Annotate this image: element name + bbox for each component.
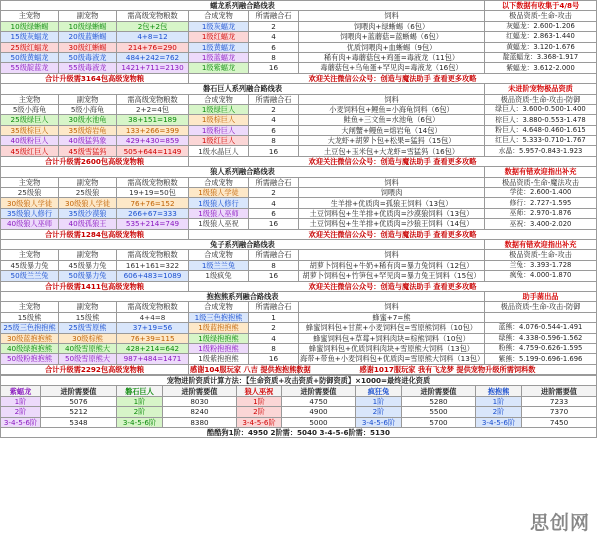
- wechat-note: 欢迎关注微信公众号：创造与魔法助手 查看更多攻略: [189, 73, 597, 83]
- section-footer-row: [1, 364, 597, 374]
- table-row: [1, 115, 597, 125]
- result-pet: 1级绿巨人: [189, 104, 249, 114]
- fusion-stone: 6: [249, 208, 299, 218]
- thanks-note: 感谢1017服玩家 我有飞龙梦 提供宠物升级所需饲料数: [299, 364, 597, 374]
- stage-label: 3-4-5-6阶: [1, 417, 41, 427]
- stage-value: 5700: [402, 417, 476, 427]
- result-pet: 1级红蝠龙: [189, 32, 249, 42]
- section-note: 未进阶宠物极品资质: [485, 84, 597, 94]
- result-pet: 1级水晶巨人: [189, 146, 249, 156]
- result-pet: 1级疯兔: [189, 271, 249, 281]
- column-header: 需高级宠物粮数: [117, 11, 189, 21]
- section-note: 数据有错欢迎指出补充: [485, 167, 597, 177]
- feed-count: 606+483=1089: [117, 271, 189, 281]
- column-header: 需高级宠物粮数: [117, 177, 189, 187]
- total-feed: 合计升级需1411包高级宠物粮: [1, 281, 189, 291]
- main-pet: 40级狼人巫师: [1, 219, 59, 229]
- column-header: 饲料: [299, 302, 485, 312]
- table-row: [1, 343, 597, 353]
- feed-count: 76+76=152: [117, 198, 189, 208]
- table-row: [1, 333, 597, 343]
- result-pet: 1级灰蝠龙: [189, 21, 249, 31]
- feed-count: 19+19=50包: [117, 188, 189, 198]
- feed-count: 266+67=333: [117, 208, 189, 218]
- result-pet: 1级棕巨人: [189, 115, 249, 125]
- table-row: [1, 146, 597, 156]
- stage-label: 3-4-5-6阶: [237, 417, 282, 427]
- feed-count: 484+242=762: [117, 52, 189, 62]
- stage-value: 8380: [163, 417, 237, 427]
- fusion-stone: 4: [249, 333, 299, 343]
- main-pet: 30级蓝抱抱熊: [1, 333, 59, 343]
- section-footer-row: [1, 281, 597, 291]
- fusion-table-body: [1, 1, 597, 375]
- sub-pet: 30级水池龟: [59, 115, 117, 125]
- stage-label: 1阶: [476, 396, 522, 406]
- section-footer-row: [1, 73, 597, 83]
- max-aptitude: 巫祝：3.400-2.020: [485, 219, 597, 229]
- max-aptitude: 粉巨人：4.648-0.460-1.615: [485, 125, 597, 135]
- table-row: [1, 198, 597, 208]
- feed-count: 161+161=322: [117, 260, 189, 270]
- column-header: 副宠物: [59, 302, 117, 312]
- sub-pet: 35级熔岩龟: [59, 125, 117, 135]
- table-row: [1, 52, 597, 62]
- feed-recipe: 饲喂肉+绿蜥蜴（6包）: [299, 21, 485, 31]
- column-header: 所需融合石: [249, 250, 299, 260]
- fusion-stone: 16: [249, 354, 299, 364]
- section-note: 数据有错欢迎指出补充: [485, 239, 597, 249]
- result-pet: 1级蓝蝠龙: [189, 52, 249, 62]
- stage-value: 8030: [163, 396, 237, 406]
- feed-recipe: 小麦饲料包+鲤鱼=小海龟饲料（6包）: [299, 104, 485, 114]
- main-pet: 15级灰蝠龙: [1, 32, 59, 42]
- feed-count: 4+4=8: [117, 312, 189, 322]
- fusion-stone: 4: [249, 32, 299, 42]
- section-note: 以下数据有收集于4/8号: [485, 1, 597, 11]
- fusion-stone: 2: [249, 104, 299, 114]
- section-title: 兔子系列融合路线表: [1, 239, 485, 249]
- max-aptitude: 修行：2.727-1.595: [485, 198, 597, 208]
- main-pet: 55级靛蓝龙: [1, 63, 59, 73]
- result-pet: 1级三色抱抱熊: [189, 312, 249, 322]
- max-aptitude: 绿熊：4.338-0.596-1.562: [485, 333, 597, 343]
- feed-recipe: 海带+带鱼+小麦饲料包+优质肉=雪原熊大饲料（13包）: [300, 354, 485, 364]
- section-title-row: [1, 1, 597, 11]
- stage-label: 2阶: [476, 407, 522, 417]
- sub-pet: 40级猛犸象: [59, 136, 117, 146]
- fusion-stone: 2: [249, 323, 299, 333]
- stage-label: 1阶: [1, 396, 41, 406]
- section-footer-row: [1, 156, 597, 166]
- column-header-row: [1, 302, 597, 312]
- result-pet: 1级紫蝠龙: [189, 63, 249, 73]
- column-header: 极品资质-生命-攻击: [485, 250, 597, 260]
- sub-pet: 30级棕熊: [59, 333, 117, 343]
- table-row: [1, 219, 597, 229]
- main-pet: 10级绿蜥蜴: [1, 21, 59, 31]
- sub-pet: 10级绿蜥蜴: [59, 21, 117, 31]
- feed-count: 505+644=1149: [117, 146, 189, 156]
- feed-count: 429+430=859: [117, 136, 189, 146]
- stage-value: 5000: [282, 417, 356, 427]
- stage-value: 5280: [402, 396, 476, 406]
- table-row: [1, 271, 597, 281]
- section-title-row: [1, 167, 597, 177]
- feed-recipe: 大闸蟹+鳗鱼=熔岩龟（14包）: [299, 125, 485, 135]
- result-pet: 1级蓝抱抱熊: [189, 323, 249, 333]
- stage-value: 7233: [522, 396, 597, 406]
- total-feed: 合计升级需2292包高级宠物粮: [1, 364, 189, 374]
- max-aptitude: 巫师：2.970-1.876: [485, 208, 597, 218]
- table-row: [1, 188, 597, 198]
- column-header: 需高级宠物粮数: [117, 250, 189, 260]
- result-pet: 1级黄蝠龙: [189, 42, 249, 52]
- table-row: [1, 104, 597, 114]
- growth-header: 狼人巫祝: [237, 386, 282, 396]
- feed-recipe: 土豆包+玉米包+大龙虾=雪猛犸（16包）: [299, 146, 485, 156]
- stage-label: 2阶: [237, 407, 282, 417]
- main-pet: 5级小海龟: [1, 104, 59, 114]
- feed-count: 214+76=290: [117, 42, 189, 52]
- sub-pet: 35级沙漠狼: [59, 208, 117, 218]
- feed-count: 133+266=399: [117, 125, 189, 135]
- column-header: 合成宠物: [189, 94, 249, 104]
- column-header: 极品资质-生命-攻击-防御: [485, 94, 597, 104]
- fusion-stone: 6: [249, 125, 299, 135]
- column-header: 主宠物: [1, 302, 59, 312]
- feed-count: 4+8=12: [117, 32, 189, 42]
- growth-title-row: [1, 376, 597, 386]
- table-row: [1, 208, 597, 218]
- sub-pet: 50级雪原熊大: [59, 354, 117, 364]
- stage-value: 5076: [41, 396, 117, 406]
- result-pet: 1级红巨人: [189, 136, 249, 146]
- feed-recipe: 土豆饲料包+生羊排+优质肉=沙漠狼饲料（13包）: [299, 208, 485, 218]
- total-feed: 合计升级需2600包高级宠物粮: [1, 156, 189, 166]
- feed-recipe: 蜂蜜+7=熊: [299, 312, 485, 322]
- main-pet: 50级兰兰兔: [1, 271, 59, 281]
- sub-pet: 40级雪原熊大: [59, 343, 117, 353]
- main-pet: 35级狼人修行: [1, 208, 59, 218]
- main-pet: 25级狼: [1, 188, 59, 198]
- table-row: [1, 323, 597, 333]
- column-header: 合成宠物: [189, 250, 249, 260]
- growth-summary: 酷酷狗1阶：4950 2阶需：5040 3-4-5-6阶需：5130: [1, 428, 597, 438]
- growth-header: 进阶需要值: [163, 386, 237, 396]
- max-aptitude: 水晶：5.957-0.843-1.923: [485, 146, 597, 156]
- feed-recipe: 大龙虾+胡萝卜包+松果=猛犸（15包）: [299, 136, 485, 146]
- column-header: 饲料: [299, 94, 485, 104]
- column-header: 需高级宠物粮数: [117, 94, 189, 104]
- column-header: 所需融合石: [249, 302, 299, 312]
- result-pet: 1级粉抱抱熊: [189, 343, 249, 353]
- wechat-note: 欢迎关注微信公众号：创造与魔法助手 查看更多攻略: [189, 229, 597, 239]
- column-header: 所需融合石: [249, 11, 299, 21]
- column-header: 主宠物: [1, 177, 59, 187]
- column-header: 极品资质-生命-魔法攻击: [485, 177, 597, 187]
- watermark: 思创网: [529, 512, 590, 534]
- fusion-stone: 2: [249, 21, 299, 31]
- feed-recipe: 蜂蜜饲料包+甘蔗+小麦饲料包=雪原熊饲料（10包）: [299, 323, 485, 333]
- feed-count: 428+214=642: [117, 343, 189, 353]
- growth-header: 进阶需要值: [282, 386, 356, 396]
- stage-label: 2阶: [1, 407, 41, 417]
- fusion-stone: 6: [249, 42, 299, 52]
- wechat-note: 欢迎关注微信公众号：创造与魔法助手 查看更多攻略: [189, 281, 597, 291]
- table-row: [1, 21, 597, 31]
- table-row: [1, 136, 597, 146]
- max-aptitude: 粉熊：4.759-0.626-1.595: [485, 343, 597, 353]
- feed-recipe: 饲喂肉+蓝蘑菇=蓝蜥蜴（6包）: [299, 32, 485, 42]
- growth-header: 磐石巨人: [117, 386, 163, 396]
- table-row: [1, 260, 597, 270]
- stage-label: 3-4-5-6阶: [476, 417, 522, 427]
- max-aptitude: 蓝熊：4.076-0.544-1.491: [485, 323, 597, 333]
- main-pet: 45级红巨人: [1, 146, 59, 156]
- main-pet: 25级三色抱抱熊: [1, 323, 59, 333]
- column-header-row: [1, 250, 597, 260]
- section-title-row: [1, 291, 597, 301]
- feed-recipe: 稀有肉+毒蘑菇包+鸡蛋=毒液龙（11包）: [299, 52, 485, 62]
- sub-pet: 30级红蜥蜴: [59, 42, 117, 52]
- wechat-note: 欢迎关注微信公众号：创造与魔法助手 查看更多攻略: [189, 156, 597, 166]
- fusion-stone: 16: [249, 146, 299, 156]
- max-aptitude: 绿巨人：3.600-0.500-1.400: [485, 104, 597, 114]
- column-header: 合成宠物: [189, 177, 249, 187]
- feed-recipe: 鲑鱼+三文鱼=水池龟（6包）: [299, 115, 485, 125]
- sub-pet: 30级狼人学徒: [59, 198, 117, 208]
- stage-value: 8240: [163, 407, 237, 417]
- main-pet: 15级熊: [1, 312, 59, 322]
- feed-count: 987+484=1471: [117, 354, 189, 364]
- stage-label: 2阶: [117, 407, 163, 417]
- column-header: 所需融合石: [249, 94, 299, 104]
- column-header: 副宠物: [59, 250, 117, 260]
- column-header-row: [1, 11, 597, 21]
- fusion-stone: 16: [249, 63, 299, 73]
- fusion-stone: 2: [249, 188, 299, 198]
- result-pet: 1级狼人学徒: [189, 188, 249, 198]
- result-pet: 1级狼人修行: [189, 198, 249, 208]
- fusion-stone: 16: [249, 271, 299, 281]
- stage-value: 7370: [522, 407, 597, 417]
- feed-recipe: 土豆饲料包+生羊排+优质肉=沙狼王饲料（14包）: [299, 219, 485, 229]
- thanks-note: 感谢104服玩家 八吉 提供抱抱熊数据: [190, 364, 311, 374]
- feed-count: 76+39=115: [117, 333, 189, 343]
- max-aptitude: 紫熊：5.199-0.696-1.696: [485, 354, 597, 364]
- stage-value: 5348: [41, 417, 117, 427]
- max-aptitude: 疯兔：4.000-1.870: [485, 271, 597, 281]
- sub-pet: 40级孤狼王: [59, 219, 117, 229]
- main-pet: 50级粉抱抱熊: [1, 354, 59, 364]
- section-footer-row: [1, 229, 597, 239]
- sub-pet: 25级雪原熊: [59, 323, 117, 333]
- main-pet: 40级粉巨人: [1, 136, 59, 146]
- growth-row: [1, 396, 597, 406]
- stage-label: 3-4-5-6阶: [117, 417, 163, 427]
- sub-pet: 45级雪猛犸: [59, 146, 117, 156]
- column-header: 极品资质-生命-攻击: [485, 11, 597, 21]
- table-row: [1, 354, 597, 364]
- column-header-row: [1, 94, 597, 104]
- growth-header-row: [1, 386, 597, 396]
- feed-count: 38+151=189: [117, 115, 189, 125]
- stage-value: 4750: [282, 396, 356, 406]
- feed-recipe: 蜂蜜饲料包+草莓+饲料肉块=棕熊饲料（10包）: [299, 333, 485, 343]
- growth-header: 进阶需要值: [522, 386, 597, 396]
- feed-recipe: 胡萝卜饲料包+牛奶+稀有肉=暴力兔饲料（12包）: [299, 260, 485, 270]
- max-aptitude: 黄蝠龙：3.120-1.676: [485, 42, 597, 52]
- stage-value: 7450: [522, 417, 597, 427]
- column-header: 所需融合石: [249, 177, 299, 187]
- stage-label: 1阶: [117, 396, 163, 406]
- feed-recipe: 胡萝卜饲料包+竹笋包+罕见肉=暴力兔王饲料（15包）: [299, 271, 485, 281]
- max-aptitude: 红蝠龙：2.863-1.440: [485, 32, 597, 42]
- column-header: 合成宠物: [189, 302, 249, 312]
- max-aptitude: 兰兔：3.393-1.728: [485, 260, 597, 270]
- fusion-stone: 4: [249, 198, 299, 208]
- column-header: 副宠物: [59, 177, 117, 187]
- result-pet: 1级兰兰兔: [189, 260, 249, 270]
- column-header: 需高级宠物粮数: [117, 302, 189, 312]
- sub-pet: 50级暴力兔: [59, 271, 117, 281]
- sub-pet: 45级暴力兔: [59, 260, 117, 270]
- fusion-stone: 1: [249, 312, 299, 322]
- column-header: 饲料: [299, 250, 485, 260]
- max-aptitude: 学徒：2.600-1.400: [485, 188, 597, 198]
- feed-count: 2+2=4包: [117, 104, 189, 114]
- max-aptitude: [485, 312, 597, 322]
- section-title: 抱抱熊系列融合路线表: [1, 291, 485, 301]
- sub-pet: 5级小海龟: [59, 104, 117, 114]
- column-header: 饲料: [299, 177, 485, 187]
- total-feed: 合计升级需3164包高级宠物粮: [1, 73, 189, 83]
- stage-value: 4900: [282, 407, 356, 417]
- growth-row: [1, 407, 597, 417]
- table-row: [1, 42, 597, 52]
- fusion-stone: 8: [249, 343, 299, 353]
- table-row: [1, 312, 597, 322]
- main-pet: 25级红蝠龙: [1, 42, 59, 52]
- growth-title: 宠物进阶资质计算方法：【生命资质+攻击资质+防御资质】×1000=最终进化资质: [1, 376, 597, 386]
- result-pet: 1级狼人巫祝: [189, 219, 249, 229]
- stage-value: 5500: [402, 407, 476, 417]
- main-pet: 35级棕巨人: [1, 125, 59, 135]
- growth-table: [0, 375, 597, 438]
- feed-recipe: 优质饲喂肉+血蜥蜴（9包）: [299, 42, 485, 52]
- column-header: 主宠物: [1, 11, 59, 21]
- main-pet: 45级暴力兔: [1, 260, 59, 270]
- max-aptitude: 灰蝠龙：2.600-1.206: [485, 21, 597, 31]
- growth-row: [1, 417, 597, 427]
- section-title: 蠕龙系列融合路线表: [1, 1, 485, 11]
- sub-pet: 25级狼: [59, 188, 117, 198]
- growth-summary-row: [1, 428, 597, 438]
- table-row: [1, 32, 597, 42]
- table-row: [1, 125, 597, 135]
- max-aptitude: 红巨人：5.333-0.710-1.767: [485, 136, 597, 146]
- stage-label: 1阶: [356, 396, 402, 406]
- sub-pet: 15级熊: [59, 312, 117, 322]
- result-pet: 1级紫抱抱熊: [189, 354, 249, 364]
- main-pet: 50级黄蝠龙: [1, 52, 59, 62]
- feed-recipe: 毒蘑菇包+乌龟蛋+罕见肉=毒液龙（16包）: [299, 63, 485, 73]
- result-pet: 1级粉巨人: [189, 125, 249, 135]
- growth-table-body: [1, 376, 597, 438]
- total-feed: 合计升级需1284包高级宠物粮: [1, 229, 189, 239]
- stage-label: 2阶: [356, 407, 402, 417]
- column-header: 饲料: [299, 11, 485, 21]
- section-title-row: [1, 239, 597, 249]
- feed-recipe: 生羊排+优质肉=孤狼王饲料（13包）: [299, 198, 485, 208]
- feed-count: 535+214=749: [117, 219, 189, 229]
- fusion-stone: 16: [249, 219, 299, 229]
- section-note: 助手菌出品: [485, 291, 597, 301]
- growth-header: 进阶需要值: [402, 386, 476, 396]
- fusion-stone: 8: [249, 260, 299, 270]
- feed-recipe: 饲喂肉: [299, 188, 485, 198]
- column-header-row: [1, 177, 597, 187]
- column-header: 主宠物: [1, 94, 59, 104]
- max-aptitude: 靛蓝蝠龙：3.368-1.917: [485, 52, 597, 62]
- feed-recipe: 蜂蜜饲料包+优质饲料肉块+雪原熊大饲料（13包）: [299, 343, 485, 353]
- main-pet: 40级绿抱抱熊: [1, 343, 59, 353]
- column-header: 主宠物: [1, 250, 59, 260]
- feed-count: 1421+711=2130: [117, 63, 189, 73]
- max-aptitude: 紫蝠龙：3.612-2.000: [485, 63, 597, 73]
- stage-label: 3-4-5-6阶: [356, 417, 402, 427]
- growth-header: 抱抱熊: [476, 386, 522, 396]
- growth-header: 紫蝠龙: [1, 386, 41, 396]
- fusion-stone: 8: [249, 52, 299, 62]
- stage-value: 5212: [41, 407, 117, 417]
- column-header: 副宠物: [59, 94, 117, 104]
- section-title: 狼人系列融合路线表: [1, 167, 485, 177]
- column-header: 副宠物: [59, 11, 117, 21]
- sub-pet: 55级毒液龙: [59, 63, 117, 73]
- sub-pet: 50级毒液龙: [59, 52, 117, 62]
- result-pet: 1级绿抱抱熊: [189, 333, 249, 343]
- max-aptitude: 棕巨人：3.880-0.553-1.478: [485, 115, 597, 125]
- main-pet: 25级绿巨人: [1, 115, 59, 125]
- section-title: 磐石巨人系列融合路线表: [1, 84, 485, 94]
- stage-label: 1阶: [237, 396, 282, 406]
- column-header: 合成宠物: [189, 11, 249, 21]
- feed-count: 37+19=56: [117, 323, 189, 333]
- section-title-row: [1, 84, 597, 94]
- fusion-stone: 4: [249, 115, 299, 125]
- feed-count: 2包+2包: [117, 21, 189, 31]
- table-row: [1, 63, 597, 73]
- column-header: 极品资质-生命-攻击-防御: [485, 302, 597, 312]
- fusion-stone: 8: [249, 136, 299, 146]
- result-pet: 1级狼人巫师: [189, 208, 249, 218]
- sub-pet: 20级蓝蜥蜴: [59, 32, 117, 42]
- growth-header: 进阶需要值: [41, 386, 117, 396]
- growth-header: 疯狂兔: [356, 386, 402, 396]
- main-pet: 30级狼人学徒: [1, 198, 59, 208]
